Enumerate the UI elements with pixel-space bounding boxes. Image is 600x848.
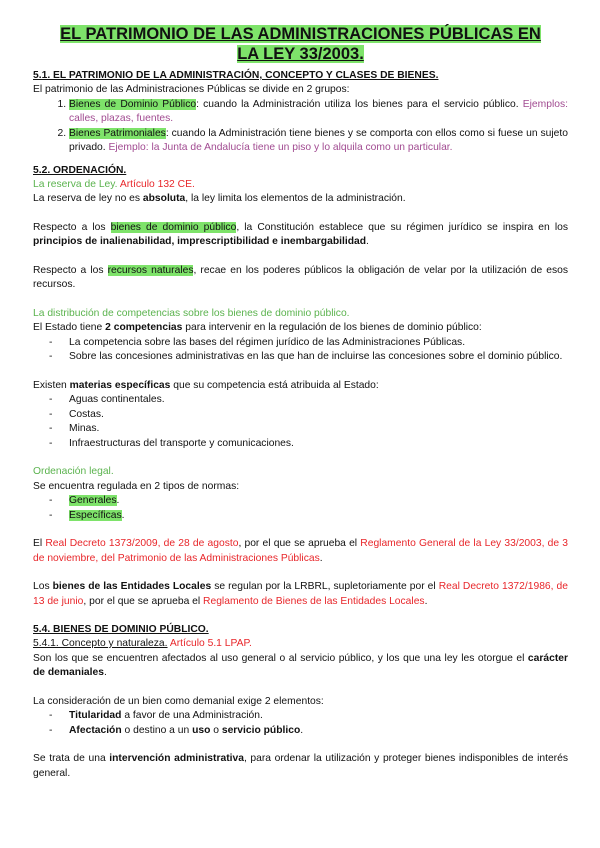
dominio-publico-paragraph: Respecto a los bienes de dominio público, la Constitución establece que su régimen jurídico se inspira en los principios de inalienabilidad, imprescriptibilidad e inembargabilidad.: [33, 221, 568, 247]
highlight-dominio-publico: Bienes de Dominio Público: [69, 98, 197, 110]
reserva-paragraph: La reserva de ley no es absoluta, la ley limita los elementos de la administración.: [33, 193, 406, 204]
example-text: Ejemplo: la Junta de Andalucía tiene un piso y lo alquila como un particular.: [108, 142, 453, 153]
ordenacion-legal-label: Ordenación legal.: [33, 466, 114, 477]
legal-reference: Real Decreto 1372/1986, de 13 de junio: [33, 581, 568, 607]
bold-term: 2 competencias: [105, 322, 183, 333]
section-5-4-heading: 5.4. BIENES DE DOMINIO PÚBLICO.: [33, 624, 209, 635]
bold-term: servicio público: [221, 724, 301, 736]
list-item: - Generales.: [69, 494, 568, 509]
legal-reference: Reglamento General de la Ley 33/2003, de 3 de noviembre, del Patrimonio de las Administraciones Públicas: [33, 538, 568, 564]
patrimonio-groups-list: [33, 98, 568, 156]
list-item: - Específicas.: [69, 509, 568, 524]
list-item: - La competencia sobre las bases del régimen jurídico de las Administraciones Públicas.: [69, 336, 568, 351]
bold-term: intervención administrativa: [109, 753, 244, 764]
bold-term: uso: [192, 724, 211, 736]
ordenacion-intro: Se encuentra regulada en 2 tipos de normas:: [33, 480, 240, 492]
materias-list: [33, 393, 568, 451]
article-reference: Artículo 132 CE.: [119, 178, 195, 190]
real-decreto-paragraph: El Real Decreto 1373/2009, de 28 de agosto, por el que se aprueba el Reglamento General de la Ley 33/2003, de 3 de noviembre, del Patrimonio de las Administraciones Públicas.: [33, 538, 568, 564]
reserva-label: [33, 178, 568, 193]
example-text: Ejemplos: calles, plazas, fuentes.: [69, 98, 568, 124]
normas-list: [33, 494, 568, 523]
distribucion-label: La distribución de competencias sobre los bienes de dominio público.: [33, 307, 350, 319]
list-item: - Costas.: [69, 408, 568, 423]
distribucion-paragraph: El Estado tiene 2 competencias para intervenir en la regulación de los bienes de dominio público:: [33, 322, 482, 333]
group-item-patrimoniales: [69, 127, 568, 156]
materias-paragraph: Existen materias específicas que su competencia está atribuida al Estado:: [33, 379, 379, 391]
group-item-dominio-publico: [69, 98, 568, 127]
concepto-label: [33, 637, 568, 652]
legal-reference: Real Decreto 1373/2009, de 28 de agosto: [45, 538, 239, 549]
title-line-2: LA LEY 33/2003.: [237, 45, 364, 63]
bold-term: carácter de demaniales: [33, 652, 568, 678]
competencias-list: [33, 336, 568, 365]
bold-term: materias específicas: [69, 379, 171, 391]
subheading-green: La reserva de Ley.: [33, 178, 118, 190]
section-5-2-heading: 5.2. ORDENACIÓN.: [33, 164, 127, 176]
intervencion-paragraph: Se trata de una intervención administrativa, para ordenar la utilización y proteger bienes indisponibles de interés general.: [33, 753, 568, 779]
s51-intro: El patrimonio de las Administraciones Públicas se divide en 2 grupos:: [33, 84, 350, 95]
list-item: - Aguas continentales.: [69, 393, 568, 408]
elementos-list: [33, 709, 568, 738]
article-reference: Artículo 5.1 LPAP.: [169, 638, 252, 649]
bold-term: absoluta: [142, 193, 186, 204]
bold-term: Titularidad: [69, 710, 122, 721]
highlight-term: Generales: [69, 495, 117, 506]
list-item: - Minas.: [69, 422, 568, 437]
bold-term: bienes de las Entidades Locales: [52, 581, 212, 592]
entidades-locales-paragraph: Los bienes de las Entidades Locales se regulan por la LRBRL, supletoriamente por el Real Decreto 1372/1986, de 13 de junio, por el que se aprueba el Reglamento de Bienes de las Entidades Locales.: [33, 581, 568, 607]
highlight-term: Específicas: [69, 509, 122, 521]
subheading: 5.4.1. Concepto y naturaleza.: [33, 638, 168, 649]
legal-reference: Reglamento de Bienes de las Entidades Locales: [203, 595, 425, 607]
list-item: - Sobre las concesiones administrativas en las que han de incluirse las concesiones sobre el dominio público.: [69, 350, 568, 365]
bold-term: principios de inalienabilidad, imprescriptibilidad e inembargabilidad: [33, 236, 366, 247]
list-item: - Infraestructuras del transporte y comunicaciones.: [69, 437, 568, 452]
recursos-naturales-paragraph: Respecto a los recursos naturales, recae en los poderes públicos la obligación de velar por la utilización de esos recursos.: [33, 264, 569, 290]
highlight-term: recursos naturales: [107, 264, 194, 276]
list-item: - Afectación o destino a un uso o servicio público.: [69, 724, 568, 739]
bold-term: Afectación: [69, 724, 122, 736]
group-item-text: : cuando la Administración utiliza los bienes para el servicio público.: [196, 98, 519, 110]
section-5-1-heading: 5.1. EL PATRIMONIO DE LA ADMINISTRACIÓN, CONCEPTO Y CLASES DE BIENES.: [33, 70, 439, 81]
document-page: [33, 24, 568, 781]
group-item-text: : cuando la Administración tiene bienes y se comporta con ellos como si fuese un sujeto privado.: [69, 127, 568, 153]
consideracion-intro: La consideración de un bien como demanial exige 2 elementos:: [33, 695, 324, 707]
highlight-patrimoniales: Bienes Patrimoniales: [69, 127, 166, 139]
definicion-paragraph: Son los que se encuentren afectados al uso general o al servicio público, y los que una ley les otorgue el carácter de demaniales.: [33, 652, 568, 678]
highlight-term: bienes de dominio público: [110, 221, 237, 233]
list-item: - Titularidad a favor de una Administración.: [69, 709, 568, 724]
document-title: [33, 24, 568, 64]
title-line-1: EL PATRIMONIO DE LAS ADMINISTRACIONES PÚBLICAS EN: [60, 25, 541, 43]
